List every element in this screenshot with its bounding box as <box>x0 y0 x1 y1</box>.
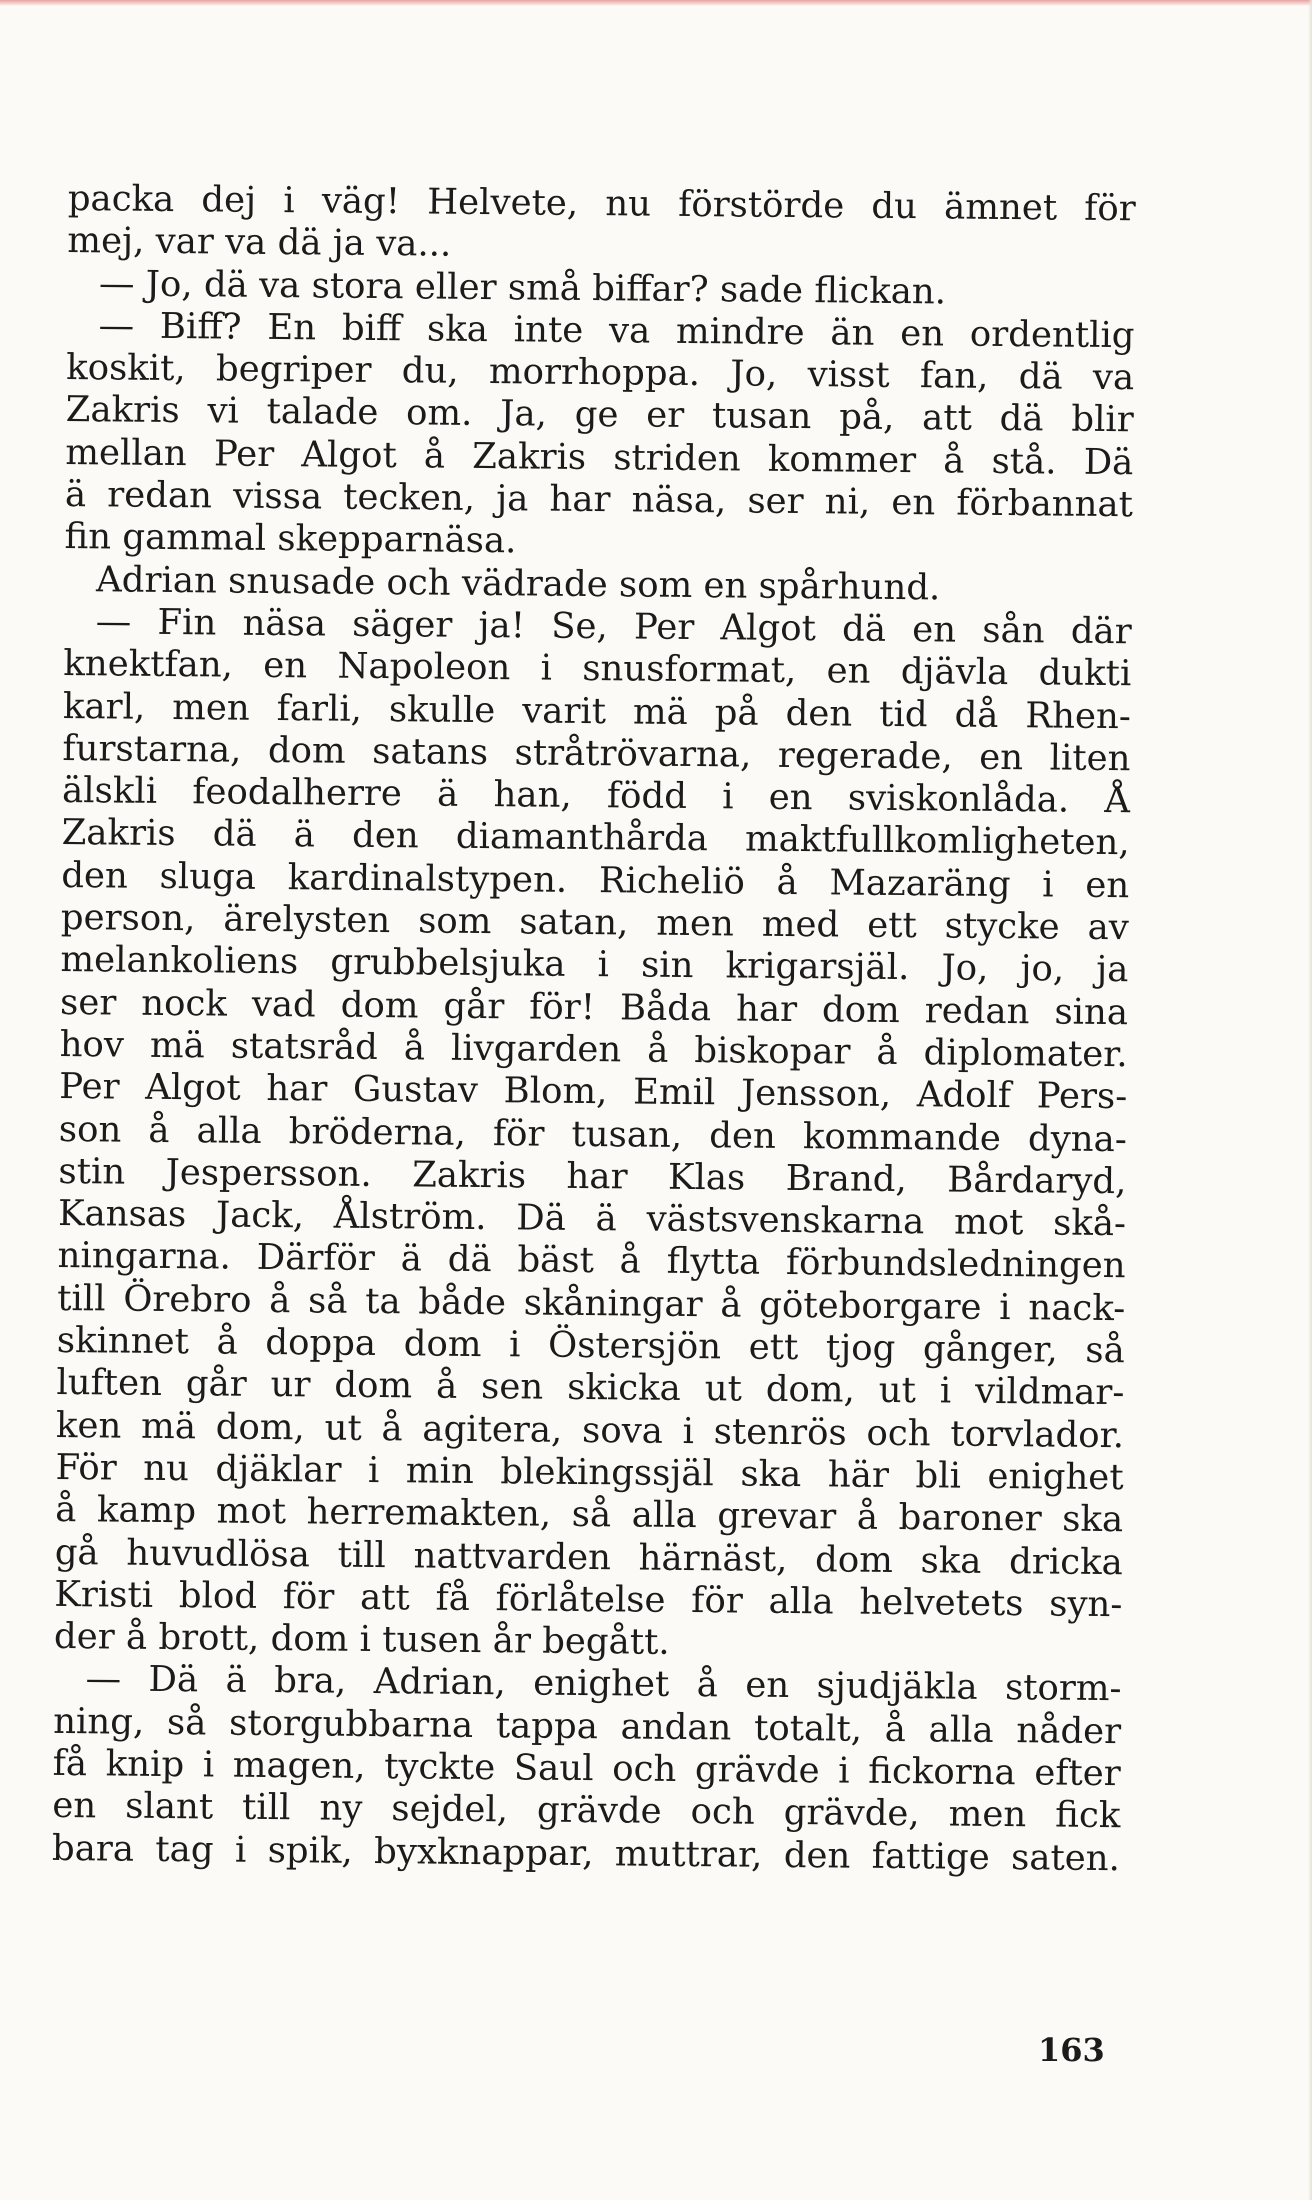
text-line: — Jo, dä va stora eller små biffar? sade flickan. <box>98 262 947 313</box>
text-line: ning, så storgubbarna tappa andan totalt, å alla nåder <box>52 1700 1122 1752</box>
text-line: — Fin näsa säger ja! Se, Per Algot dä en sån där <box>95 601 1132 653</box>
text-line: son å alla bröderna, för tusan, den kommande dyna- <box>58 1108 1128 1160</box>
page-top-edge <box>0 0 1312 6</box>
text-line: en slant till ny sejdel, grävde och grävde, men fick <box>52 1785 1121 1837</box>
text-line: ningarna. Därför ä dä bäst å flytta förbundsledningen <box>57 1235 1126 1287</box>
text-line: Zakris dä ä den diamanthårda maktfullkomligheten, <box>61 812 1130 864</box>
text-line: karl, men farli, skulle varit mä på den tid då Rhen- <box>62 685 1132 737</box>
page-number: 163 <box>1038 2031 1105 2069</box>
text-line: till Örebro å så ta både skåningar å göteborgare i nack- <box>57 1277 1126 1329</box>
text-line: melankoliens grubbelsjuka i sin krigarsjäl. Jo, jo, ja <box>60 939 1129 991</box>
body-text <box>52 178 1136 1880</box>
text-line: Per Algot har Gustav Blom, Emil Jensson, Adolf Pers- <box>59 1066 1128 1118</box>
page-right-edge <box>1308 0 1312 2200</box>
text-line: få knip i magen, tyckte Saul och grävde i fickorna efter <box>52 1742 1121 1795</box>
text-line: stin Jespersson. Zakris har Klas Brand, Bårdaryd, <box>58 1150 1127 1203</box>
text-line: — Dä ä bra, Adrian, enighet å en sjudjäkla storm- <box>85 1658 1122 1710</box>
text-line: person, ärelysten som satan, men med ett stycke av <box>60 897 1130 949</box>
text-line: bara tag i spik, byxknappar, muttrar, den fattige saten. <box>51 1827 1121 1879</box>
text-line: koskit, begriper du, morrhoppa. Jo, visst fan, dä va <box>65 347 1135 399</box>
text-line: Zakris vi talade om. Ja, ge er tusan på, att dä blir <box>65 389 1134 441</box>
text-line: hov mä statsråd å livgarden å biskopar å diplomater. <box>59 1023 1128 1076</box>
text-line: den sluga kardinalstypen. Richeliö å Mazaräng i en <box>61 854 1130 906</box>
text-line: Kristi blod för att få förlåtelse för alla helvetets syn- <box>54 1573 1123 1625</box>
text-line: mej, var va dä ja va... <box>67 220 452 265</box>
text-line: skinnet å doppa dom i Östersjön ett tjog gånger, så <box>56 1319 1125 1372</box>
text-line: der å brott, dom i tusen år begått. <box>53 1616 670 1663</box>
text-line: — Biff? En biff ska inte va mindre än en ordentlig <box>98 305 1135 357</box>
text-line: furstarna, dom satans stråtrövarna, regerade, en liten <box>62 727 1131 780</box>
text-line: knektfan, en Napoleon i snusformat, en djävla dukti <box>63 643 1132 695</box>
text-line: ä redan vissa tecken, ja har näsa, ser ni, en förbannat <box>64 474 1134 526</box>
text-line: ken mä dom, ut å agitera, sova i stenrös och torvlador. <box>55 1404 1125 1456</box>
text-line: fin gammal skepparnäsa. <box>64 516 517 562</box>
text-line: Adrian snusade och vädrade som en spårhund. <box>95 558 941 609</box>
text-line: å kamp mot herremakten, så alla grevar å baroner ska <box>55 1489 1124 1541</box>
text-line: ser nock vad dom går för! Båda har dom redan sina <box>59 981 1129 1033</box>
text-line: gå huvudlösa till nattvarden härnäst, dom ska dricka <box>54 1531 1123 1583</box>
text-line: mellan Per Algot å Zakris striden kommer å stå. Dä <box>65 431 1134 484</box>
text-line: packa dej i väg! Helvete, nu förstörde du ämnet för <box>67 178 1136 230</box>
text-line: Kansas Jack, Ålström. Dä ä västsvenskarna mot skå- <box>57 1193 1127 1245</box>
text-line: För nu djäklar i min blekingssjäl ska här bli enighet <box>55 1446 1124 1499</box>
text-line: luften går ur dom å sen skicka ut dom, ut i vildmar- <box>56 1362 1125 1414</box>
text-line: älskli feodalherre ä han, född i en sviskonlåda. Å <box>61 770 1131 822</box>
